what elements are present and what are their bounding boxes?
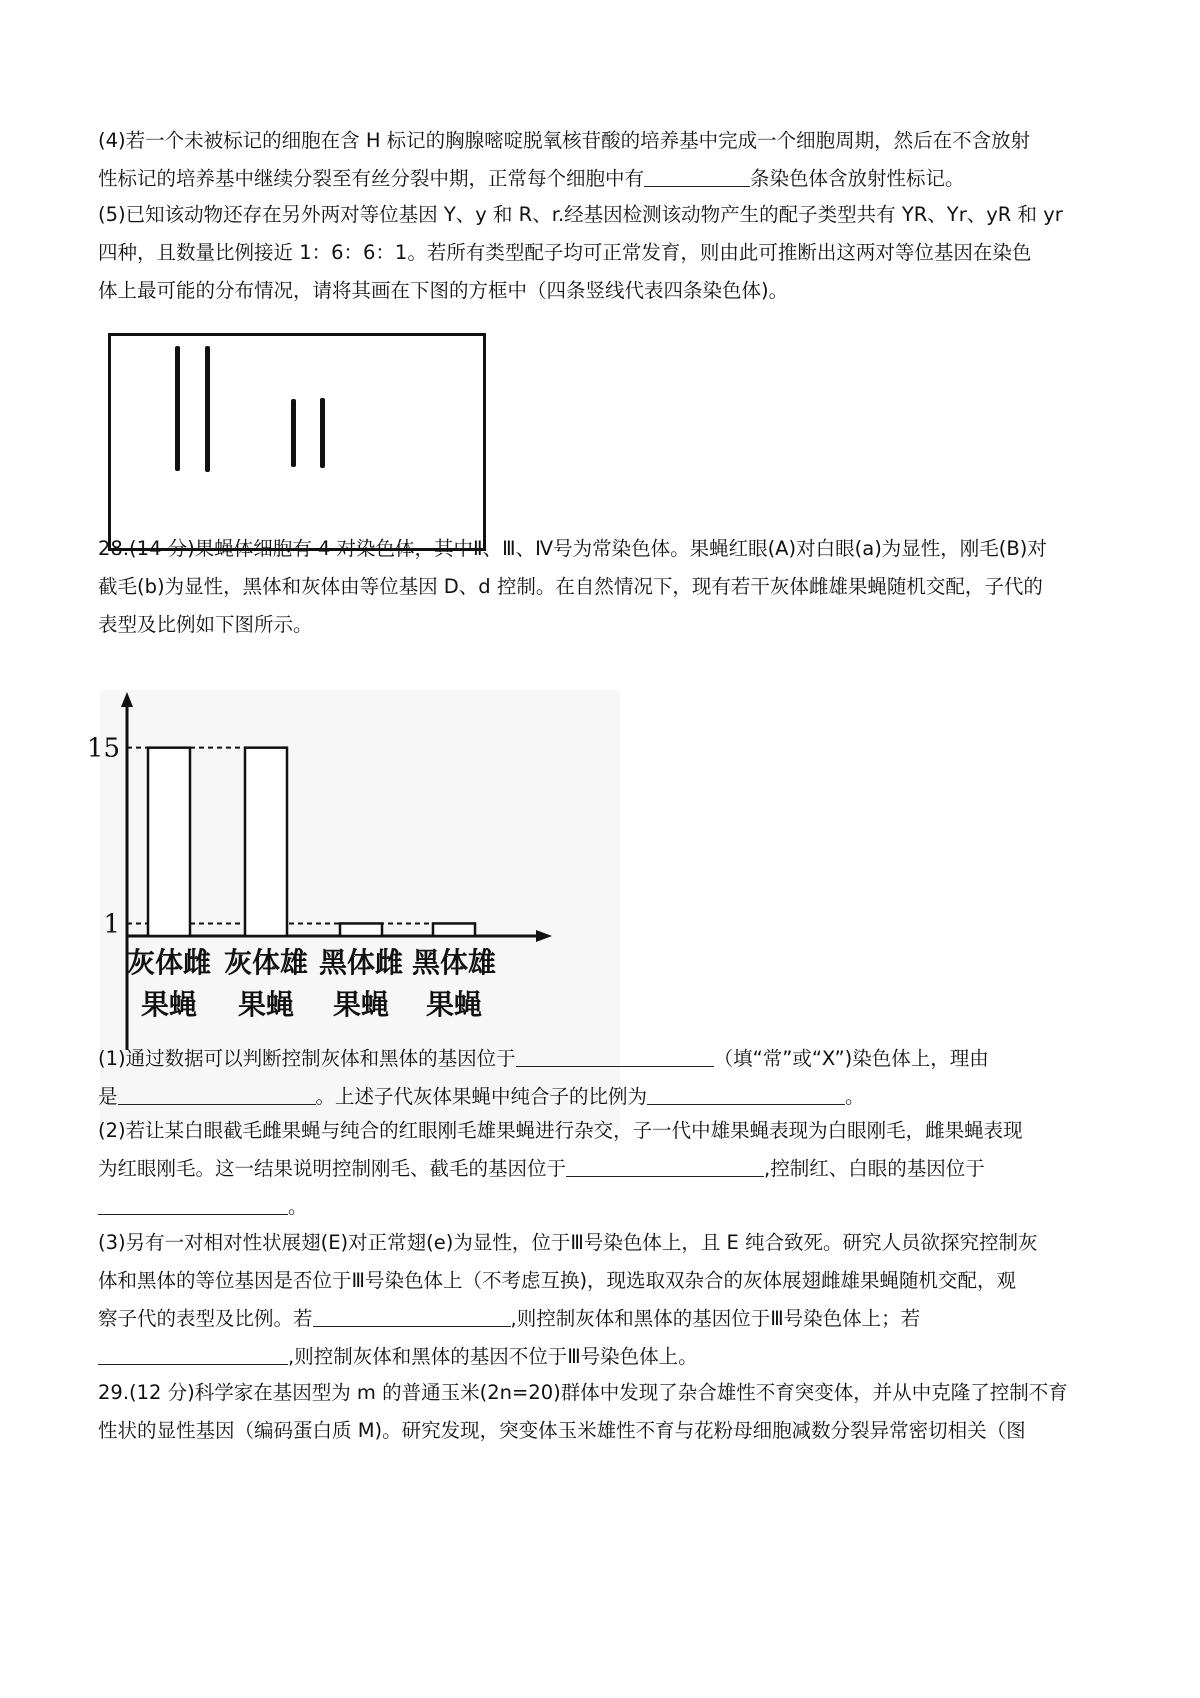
q28-sub1-line-1	[98, 1040, 1118, 1078]
q28-sub2-line-3	[98, 1188, 1118, 1226]
bar	[148, 748, 190, 936]
q4-line-1: (4)若一个未被标记的细胞在含 H 标记的胸腺嘧啶脱氧核苷酸的培养基中完成一个细胞周期，然后在不含放射	[98, 129, 1031, 152]
q28-sub2-line-1: (2)若让某白眼截毛雌果蝇与纯合的红眼刚毛雄果蝇进行杂交，子一代中雄果蝇表现为白眼刚毛，雌果蝇表现	[98, 1119, 1023, 1142]
q29-line-2: 性状的显性基因（编码蛋白质 M)。研究发现，突变体玉米雄性不育与花粉母细胞减数分裂异常密切相关（图	[98, 1419, 1026, 1442]
question-28-sub-2	[98, 1112, 1118, 1226]
q28-sub3-line-2: 体和黑体的等位基因是否位于Ⅲ号染色体上（不考虑互换)，现选取双杂合的灰体展翅雌雄果蝇随机交配，观	[98, 1269, 1017, 1292]
x-tick-label: 灰体雌	[126, 946, 212, 979]
q28-sub3-line-3	[98, 1300, 1118, 1338]
question-28-sub-3	[98, 1224, 1118, 1376]
q4-line-2-text-b: 条染色体含放射性标记。	[750, 167, 965, 190]
x-tick-label: 果蝇	[425, 988, 483, 1021]
question-29	[98, 1374, 1118, 1450]
x-tick-label: 黑体雄	[411, 946, 497, 979]
y-tick-label: 1	[103, 909, 120, 940]
q28-line-3: 表型及比例如下图所示。	[98, 613, 313, 636]
q28-sub3-line-1: (3)另有一对相对性状展翅(E)对正常翅(e)为显性，位于Ⅲ号染色体上，且 E 纯合致死。研究人员欲探究控制灰	[98, 1231, 1038, 1254]
q28-line-1: 28.(14 分)果蝇体细胞有 4 对染色体，其中Ⅱ、Ⅲ、Ⅳ号为常染色体。果蝇红眼(A)对白眼(a)为显性，刚毛(B)对	[98, 537, 1047, 560]
bar	[245, 748, 287, 936]
q28-sub1-text-d: 。上述子代灰体果蝇中纯合子的比例为	[315, 1085, 648, 1108]
q28-sub1-blank-3[interactable]	[647, 1082, 845, 1105]
q4-line-2	[98, 160, 1118, 198]
x-tick-label: 黑体雌	[318, 946, 404, 979]
question-5	[98, 196, 1118, 310]
q28-line-2: 截毛(b)为显性，黑体和灰体由等位基因 D、d 控制。在自然情况下，现有若干灰体雌雄果蝇随机交配，子代的	[98, 575, 1043, 598]
q5-line-1: (5)已知该动物还存在另外两对等位基因 Y、y 和 R、r.经基因检测该动物产生的配子类型共有 YR、Yr、yR 和 yr	[98, 203, 1063, 226]
chromosome-line	[291, 399, 296, 467]
q28-sub3-text-c: ,则控制灰体和黑体的基因不位于Ⅲ号染色体上。	[288, 1345, 698, 1368]
x-tick-label: 果蝇	[332, 988, 390, 1021]
q28-sub1-line-2	[98, 1078, 1118, 1116]
chromosome-drawing-box[interactable]	[108, 333, 486, 551]
q28-sub1-text-e: 。	[845, 1085, 865, 1108]
chromosome-line	[320, 398, 325, 468]
q28-sub3-blank-1[interactable]	[313, 1304, 511, 1327]
q4-answer-blank[interactable]	[644, 164, 750, 187]
q29-line-1: 29.(12 分)科学家在基因型为 m 的普通玉米(2n=20)群体中发现了杂合雄性不育突变体，并从中克隆了控制不育	[98, 1381, 1068, 1404]
question-4	[98, 122, 1118, 198]
q28-sub2-text-b: ,控制红、白眼的基因位于	[764, 1157, 985, 1180]
q28-sub1-blank-2[interactable]	[118, 1082, 316, 1105]
chromosome-line	[205, 346, 210, 472]
question-28-sub-1	[98, 1040, 1118, 1116]
q5-line-2: 四种，且数量比例接近 1：6：6：1。若所有类型配子均可正常发育，则由此可推断出这两对等位基因在染色	[98, 241, 1032, 264]
bar	[433, 923, 475, 936]
question-28	[98, 530, 1118, 644]
q5-line-3: 体上最可能的分布情况，请将其画在下图的方框中（四条竖线代表四条染色体)。	[98, 279, 789, 302]
q28-sub3-text-a: 察子代的表型及比例。若	[98, 1307, 313, 1330]
q4-line-2-text-a: 性标记的培养基中继续分裂至有丝分裂中期，正常每个细胞中有	[98, 167, 645, 190]
y-tick-label: 15	[86, 733, 120, 764]
q28-sub2-line-2	[98, 1150, 1118, 1188]
q28-sub1-text-a: (1)通过数据可以判断控制灰体和黑体的基因位于	[98, 1047, 516, 1070]
q28-sub1-text-b: （填“常”或“X”)染色体上，理由	[713, 1047, 989, 1070]
x-tick-label: 灰体雄	[223, 946, 309, 979]
q28-sub3-line-4	[98, 1338, 1118, 1376]
x-tick-label: 果蝇	[237, 988, 295, 1021]
x-tick-label: 果蝇	[140, 988, 198, 1021]
chromosome-line	[175, 346, 180, 471]
q28-sub1-blank-1[interactable]	[516, 1044, 714, 1067]
q28-sub2-blank-2[interactable]	[98, 1192, 288, 1215]
q28-sub2-text-a: 为红眼刚毛。这一结果说明控制刚毛、截毛的基因位于	[98, 1157, 567, 1180]
q28-sub2-blank-1[interactable]	[566, 1154, 764, 1177]
q28-sub3-text-b: ,则控制灰体和黑体的基因位于Ⅲ号染色体上；若	[510, 1307, 921, 1330]
bar	[340, 923, 382, 936]
q28-sub3-blank-2[interactable]	[98, 1342, 288, 1365]
q28-sub1-text-c: 是	[98, 1085, 118, 1108]
q28-sub2-text-c: 。	[288, 1195, 308, 1218]
